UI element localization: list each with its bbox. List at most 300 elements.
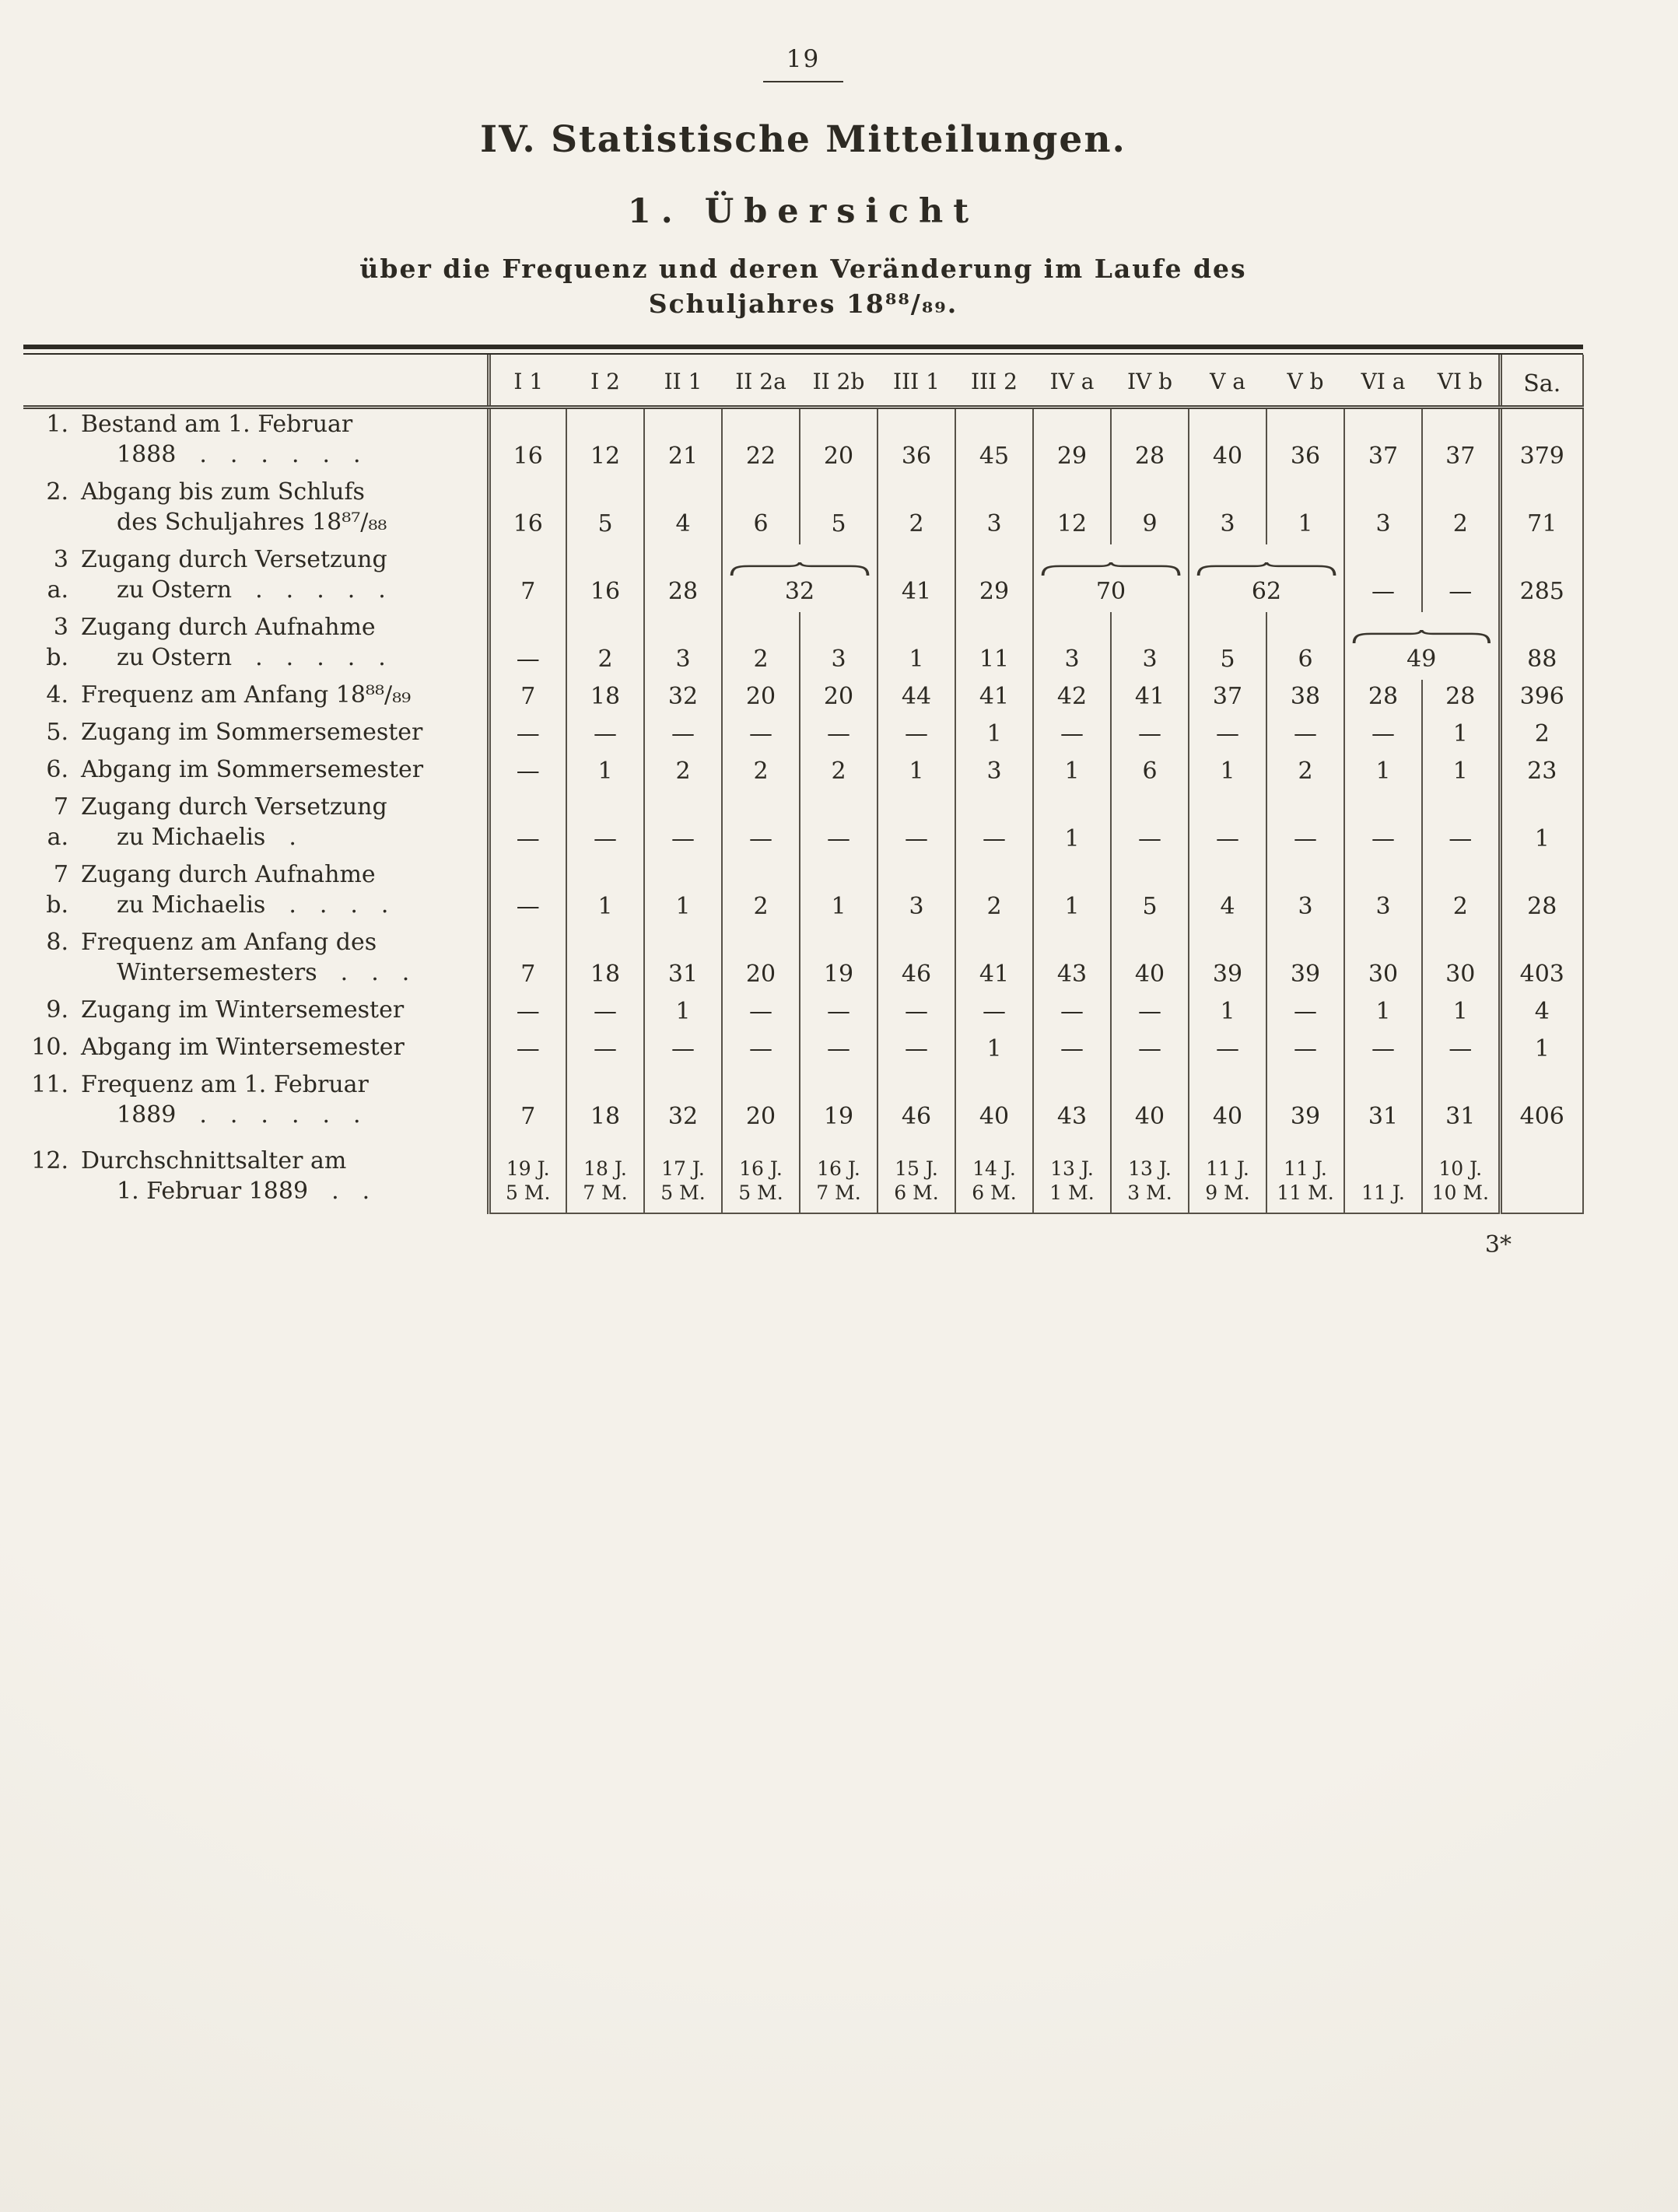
cell-value: 3: [1375, 893, 1391, 920]
cell-value: 7: [520, 1103, 536, 1130]
row-total-cell: 71: [1500, 477, 1583, 544]
row-number: 4.: [46, 681, 68, 709]
cell-value: —: [671, 720, 695, 747]
value-cell: [1344, 544, 1422, 612]
column-header: II 2a: [722, 355, 800, 408]
value-cell: [1189, 792, 1266, 859]
column-header: II 1: [644, 355, 722, 408]
table-row: [23, 859, 1583, 927]
column-header: IV a: [1033, 355, 1111, 408]
cell-value: 44: [901, 683, 932, 710]
row-label-cell: [23, 792, 489, 859]
value-cell: [1033, 680, 1111, 717]
value-cell: [1422, 927, 1500, 995]
row-label-cell: [23, 717, 489, 754]
table-header-row: [23, 355, 1583, 408]
row-total-cell: 403: [1500, 927, 1583, 995]
row-total-cell: 285: [1500, 544, 1583, 612]
cell-value: —: [1371, 720, 1395, 747]
row-number: 1.: [46, 411, 68, 438]
row-label-cell: [23, 859, 489, 927]
cell-value: —: [671, 1035, 695, 1062]
cell-value: 29: [1056, 443, 1088, 470]
row-label-line: des Schuljahres 18⁸⁷/₈₈: [117, 509, 387, 536]
value-cell: [800, 1069, 878, 1137]
cell-value: 1: [1452, 720, 1468, 747]
cell-value: 3: [1298, 893, 1313, 920]
cell-value: 3: [986, 758, 1002, 785]
value-cell: [1189, 927, 1266, 995]
cell-value: 13 J. 3 M.: [1127, 1157, 1172, 1204]
cell-value: —: [1294, 720, 1317, 747]
row-number: 3 a.: [47, 546, 68, 604]
value-cell: [566, 680, 644, 717]
cell-value: 2: [753, 646, 769, 673]
value-cell: [1422, 754, 1500, 792]
row-total-cell: 88: [1500, 612, 1583, 680]
value-cell: [1344, 408, 1422, 478]
cell-value: 6: [1298, 646, 1313, 673]
value-cell: [1111, 859, 1189, 927]
row-label-line: Wintersemesters . . .: [117, 959, 410, 986]
value-cell: [1111, 792, 1189, 859]
cell-value: 28: [1368, 683, 1399, 710]
cell-value: 39: [1290, 1103, 1321, 1130]
value-cell: [644, 1069, 722, 1137]
row-label: [81, 717, 487, 747]
grouping-brace: [1194, 562, 1339, 576]
value-cell: [955, 754, 1033, 792]
value-cell: [1422, 859, 1500, 927]
cell-value: 15 J. 6 M.: [894, 1157, 939, 1204]
cell-value: 1: [986, 1035, 1002, 1062]
row-total-cell: 406: [1500, 1069, 1583, 1137]
row-label-line: Zugang im Wintersemester: [81, 996, 405, 1024]
value-cell: [955, 1032, 1033, 1069]
table-top-rule-heavy: [23, 345, 1583, 349]
value-cell: [1189, 754, 1266, 792]
cell-value: —: [594, 825, 617, 852]
cell-value: —: [749, 998, 772, 1025]
row-label-line: Abgang im Wintersemester: [81, 1034, 405, 1061]
value-cell: [722, 754, 800, 792]
row-total-cell: [1500, 1137, 1583, 1213]
value-cell: [644, 859, 722, 927]
value-cell: [878, 408, 955, 478]
value-cell: [489, 680, 566, 717]
cell-value: 28: [1134, 443, 1165, 470]
value-cell: [1344, 612, 1500, 680]
value-cell: [1189, 995, 1266, 1032]
value-cell: [800, 1032, 878, 1069]
frequency-table: [23, 355, 1584, 1214]
value-cell: [722, 927, 800, 995]
cell-value: 7: [520, 961, 536, 988]
cell-value: 1: [675, 893, 691, 920]
value-cell: [800, 754, 878, 792]
cell-value: 2: [909, 510, 924, 537]
table-row: [23, 927, 1583, 995]
value-cell: [1422, 477, 1500, 544]
table-body: [23, 408, 1583, 1214]
cell-value: 5: [1220, 646, 1235, 673]
row-label-cell: [23, 1032, 489, 1069]
value-cell: [1266, 612, 1344, 680]
value-cell: [722, 859, 800, 927]
value-cell: [566, 859, 644, 927]
row-label-line: Frequenz am Anfang 18⁸⁸/₈₉: [81, 681, 412, 709]
value-cell: [1266, 1069, 1344, 1137]
value-cell: [878, 1032, 955, 1069]
value-cell: [1422, 1137, 1500, 1213]
cell-value: 40: [1212, 443, 1243, 470]
value-cell: [1422, 544, 1500, 612]
value-cell: [1033, 717, 1111, 754]
cell-value: 43: [1056, 961, 1088, 988]
value-cell: [800, 408, 878, 478]
row-label: [81, 859, 487, 920]
value-cell: [644, 754, 722, 792]
row-label-cell: [23, 1069, 489, 1137]
table-row: [23, 477, 1583, 544]
cell-value: —: [1138, 825, 1161, 852]
value-cell: [878, 680, 955, 717]
cell-value: —: [1138, 998, 1161, 1025]
value-cell: [644, 477, 722, 544]
cell-value: 62: [1251, 578, 1282, 605]
row-label-line: Frequenz am Anfang des: [81, 929, 377, 956]
cell-value: 41: [979, 683, 1010, 710]
row-label: [81, 1032, 487, 1062]
row-number: 8.: [46, 929, 68, 956]
frequency-table-wrap: [23, 345, 1583, 1214]
cell-value: —: [983, 825, 1006, 852]
value-cell: [1344, 477, 1422, 544]
value-cell: [1266, 792, 1344, 859]
subtitle-line-2: Schuljahres 18⁸⁸/₈₉.: [648, 289, 958, 319]
row-number: 7 b.: [46, 861, 68, 919]
cell-value: —: [1216, 825, 1239, 852]
column-header: I 1: [489, 355, 566, 408]
cell-value: —: [1371, 825, 1395, 852]
subtitle: [23, 251, 1583, 321]
cell-value: 32: [667, 1103, 699, 1130]
value-cell: [1111, 477, 1189, 544]
cell-value: 46: [901, 961, 932, 988]
table-row: [23, 544, 1583, 612]
value-cell: [1344, 859, 1422, 927]
row-total-cell: 4: [1500, 995, 1583, 1032]
value-cell: [566, 477, 644, 544]
value-cell: [489, 717, 566, 754]
value-cell: [489, 1069, 566, 1137]
value-cell: [722, 408, 800, 478]
value-cell: [1111, 1032, 1189, 1069]
value-cell: [644, 792, 722, 859]
cell-value: 20: [823, 683, 854, 710]
row-label-line: zu Michaelis . . . .: [117, 891, 389, 919]
value-cell: [1266, 1032, 1344, 1069]
row-label-cell: [23, 612, 489, 680]
value-cell: [1189, 612, 1266, 680]
value-cell: [489, 754, 566, 792]
cell-value: 1: [1298, 510, 1313, 537]
row-number: 2.: [46, 478, 68, 506]
value-cell: [1344, 717, 1422, 754]
cell-value: 46: [901, 1103, 932, 1130]
cell-value: —: [827, 998, 850, 1025]
value-cell: [566, 927, 644, 995]
cell-value: —: [749, 720, 772, 747]
value-cell: [566, 1137, 644, 1213]
value-cell: [1422, 995, 1500, 1032]
value-cell: [955, 995, 1033, 1032]
value-cell: [800, 859, 878, 927]
value-cell: [955, 477, 1033, 544]
table-row: [23, 680, 1583, 717]
row-label-cell: [23, 544, 489, 612]
row-label-cell: [23, 927, 489, 995]
row-label-line: zu Michaelis .: [117, 824, 296, 851]
row-label: [81, 792, 487, 852]
value-cell: [1111, 927, 1189, 995]
column-header: Sa.: [1500, 355, 1583, 408]
value-cell: [722, 477, 800, 544]
cell-value: 1: [1064, 758, 1080, 785]
value-cell: [878, 859, 955, 927]
value-cell: [1189, 859, 1266, 927]
cell-value: —: [594, 720, 617, 747]
cell-value: 1: [1375, 998, 1391, 1025]
cell-value: 11: [979, 646, 1010, 673]
value-cell: [1422, 1032, 1500, 1069]
value-cell: [644, 408, 722, 478]
value-cell: [878, 927, 955, 995]
cell-value: —: [1138, 720, 1161, 747]
value-cell: [955, 408, 1033, 478]
subtitle-line-1: über die Frequenz und deren Veränderung im Laufe des: [359, 254, 1247, 284]
cell-value: 37: [1445, 443, 1476, 470]
cell-value: 41: [1134, 683, 1165, 710]
value-cell: [1344, 792, 1422, 859]
value-cell: [1266, 859, 1344, 927]
value-cell: [800, 995, 878, 1032]
grouping-brace: [1039, 562, 1183, 576]
cell-value: 13 J. 1 M.: [1049, 1157, 1095, 1204]
value-cell: [878, 754, 955, 792]
cell-value: 20: [745, 683, 776, 710]
cell-value: —: [905, 825, 928, 852]
cell-value: 37: [1368, 443, 1399, 470]
cell-value: 7: [520, 578, 536, 605]
value-cell: [955, 792, 1033, 859]
value-cell: [566, 408, 644, 478]
value-cell: [1033, 792, 1111, 859]
row-total-cell: 23: [1500, 754, 1583, 792]
cell-value: —: [827, 825, 850, 852]
value-cell: [644, 927, 722, 995]
cell-value: 32: [667, 683, 699, 710]
cell-value: —: [1449, 1035, 1473, 1062]
cell-value: 31: [1368, 1103, 1399, 1130]
cell-value: 21: [667, 443, 699, 470]
page-title: IV. Statistische Mitteilungen.: [480, 118, 1126, 161]
cell-value: 20: [823, 443, 854, 470]
value-cell: [644, 544, 722, 612]
cell-value: 32: [784, 578, 815, 605]
value-cell: [800, 717, 878, 754]
value-cell: [1033, 477, 1111, 544]
cell-value: —: [671, 825, 695, 852]
column-header: III 1: [878, 355, 955, 408]
cell-value: 1: [909, 646, 924, 673]
cell-value: 16: [590, 578, 621, 605]
value-cell: [878, 1137, 955, 1213]
value-cell: [722, 612, 800, 680]
value-cell: [566, 1032, 644, 1069]
cell-value: 19 J. 5 M.: [506, 1157, 551, 1204]
row-label-line: Zugang durch Aufnahme: [81, 614, 376, 641]
cell-value: 40: [979, 1103, 1010, 1130]
cell-value: 31: [667, 961, 699, 988]
cell-value: 3: [1142, 646, 1158, 673]
table-row: [23, 1069, 1583, 1137]
cell-value: 43: [1056, 1103, 1088, 1130]
cell-value: —: [594, 1035, 617, 1062]
table-row: [23, 995, 1583, 1032]
cell-value: 1: [1220, 758, 1235, 785]
table-row: [23, 408, 1583, 478]
column-header: V b: [1266, 355, 1344, 408]
value-cell: [1422, 680, 1500, 717]
value-cell: [878, 792, 955, 859]
cell-value: 37: [1212, 683, 1243, 710]
row-total-cell: 2: [1500, 717, 1583, 754]
value-cell: [566, 544, 644, 612]
row-label: [81, 1146, 487, 1206]
value-cell: [1344, 1069, 1422, 1137]
cell-value: 18: [590, 683, 621, 710]
value-cell: [1344, 927, 1422, 995]
value-cell: [1189, 544, 1344, 612]
cell-value: —: [516, 998, 540, 1025]
value-cell: [722, 995, 800, 1032]
row-label-line: 1. Februar 1889 . .: [117, 1178, 370, 1205]
page-number-wrap: [23, 0, 1583, 82]
column-header: IV b: [1111, 355, 1189, 408]
value-cell: [489, 792, 566, 859]
row-total-cell: 1: [1500, 1032, 1583, 1069]
value-cell: [1033, 544, 1189, 612]
value-cell: [955, 859, 1033, 927]
value-cell: [800, 680, 878, 717]
cell-value: —: [1294, 825, 1317, 852]
cell-value: —: [905, 998, 928, 1025]
value-cell: [800, 477, 878, 544]
cell-value: 41: [901, 578, 932, 605]
cell-value: 3: [909, 893, 924, 920]
cell-value: —: [1371, 1035, 1395, 1062]
row-label: [81, 612, 487, 673]
cell-value: 6: [1142, 758, 1158, 785]
row-number: 6.: [46, 756, 68, 783]
cell-value: 40: [1212, 1103, 1243, 1130]
cell-value: 28: [1445, 683, 1476, 710]
value-cell: [644, 1137, 722, 1213]
value-cell: [1422, 792, 1500, 859]
cell-value: 3: [1375, 510, 1391, 537]
cell-value: 1: [1452, 998, 1468, 1025]
value-cell: [489, 995, 566, 1032]
value-cell: [1266, 1137, 1344, 1213]
value-cell: [1033, 754, 1111, 792]
value-cell: [722, 544, 878, 612]
page-content: [23, 0, 1583, 1258]
value-cell: [644, 680, 722, 717]
column-header: VI b: [1422, 355, 1500, 408]
value-cell: [1111, 995, 1189, 1032]
cell-value: 1: [1375, 758, 1391, 785]
cell-value: 19: [823, 961, 854, 988]
value-cell: [489, 408, 566, 478]
row-label-line: zu Ostern . . . . .: [117, 576, 386, 604]
row-total-cell: 1: [1500, 792, 1583, 859]
cell-value: 1: [1220, 998, 1235, 1025]
cell-value: 2: [1298, 758, 1313, 785]
row-label-line: Frequenz am 1. Februar: [81, 1071, 369, 1098]
cell-value: 11 J.: [1361, 1181, 1405, 1204]
value-cell: [644, 995, 722, 1032]
cell-value: 29: [979, 578, 1010, 605]
value-cell: [1033, 927, 1111, 995]
cell-value: 19: [823, 1103, 854, 1130]
cell-value: 1: [1064, 893, 1080, 920]
row-label-cell: [23, 408, 489, 478]
value-cell: [1189, 1032, 1266, 1069]
column-header: II 2b: [800, 355, 878, 408]
cell-value: 28: [667, 578, 699, 605]
table-row: [23, 1137, 1583, 1213]
value-cell: [566, 612, 644, 680]
value-cell: [1422, 717, 1500, 754]
cell-value: 12: [590, 443, 621, 470]
row-label: [81, 409, 487, 470]
cell-value: 1: [597, 893, 613, 920]
row-total-cell: 379: [1500, 408, 1583, 478]
cell-value: 7: [520, 683, 536, 710]
cell-value: 11 J. 11 M.: [1277, 1157, 1334, 1204]
row-label-line: 1889 . . . . . .: [117, 1101, 361, 1129]
row-label-line: Abgang im Sommersemester: [81, 756, 424, 783]
row-number: 12.: [31, 1147, 68, 1174]
row-label-line: Durchschnittsalter am: [81, 1147, 347, 1174]
section-heading: 1. Übersicht: [627, 192, 979, 231]
cell-value: 38: [1290, 683, 1321, 710]
value-cell: [800, 612, 878, 680]
cell-value: 1: [1452, 758, 1468, 785]
row-label-cell: [23, 1137, 489, 1213]
cell-value: 3: [675, 646, 691, 673]
value-cell: [1111, 1137, 1189, 1213]
cell-value: 9: [1142, 510, 1158, 537]
value-cell: [566, 754, 644, 792]
value-cell: [1033, 1032, 1111, 1069]
row-label-line: Zugang durch Versetzung: [81, 546, 387, 573]
value-cell: [1266, 408, 1344, 478]
value-cell: [1189, 1069, 1266, 1137]
value-cell: [1344, 995, 1422, 1032]
row-total-cell: 28: [1500, 859, 1583, 927]
